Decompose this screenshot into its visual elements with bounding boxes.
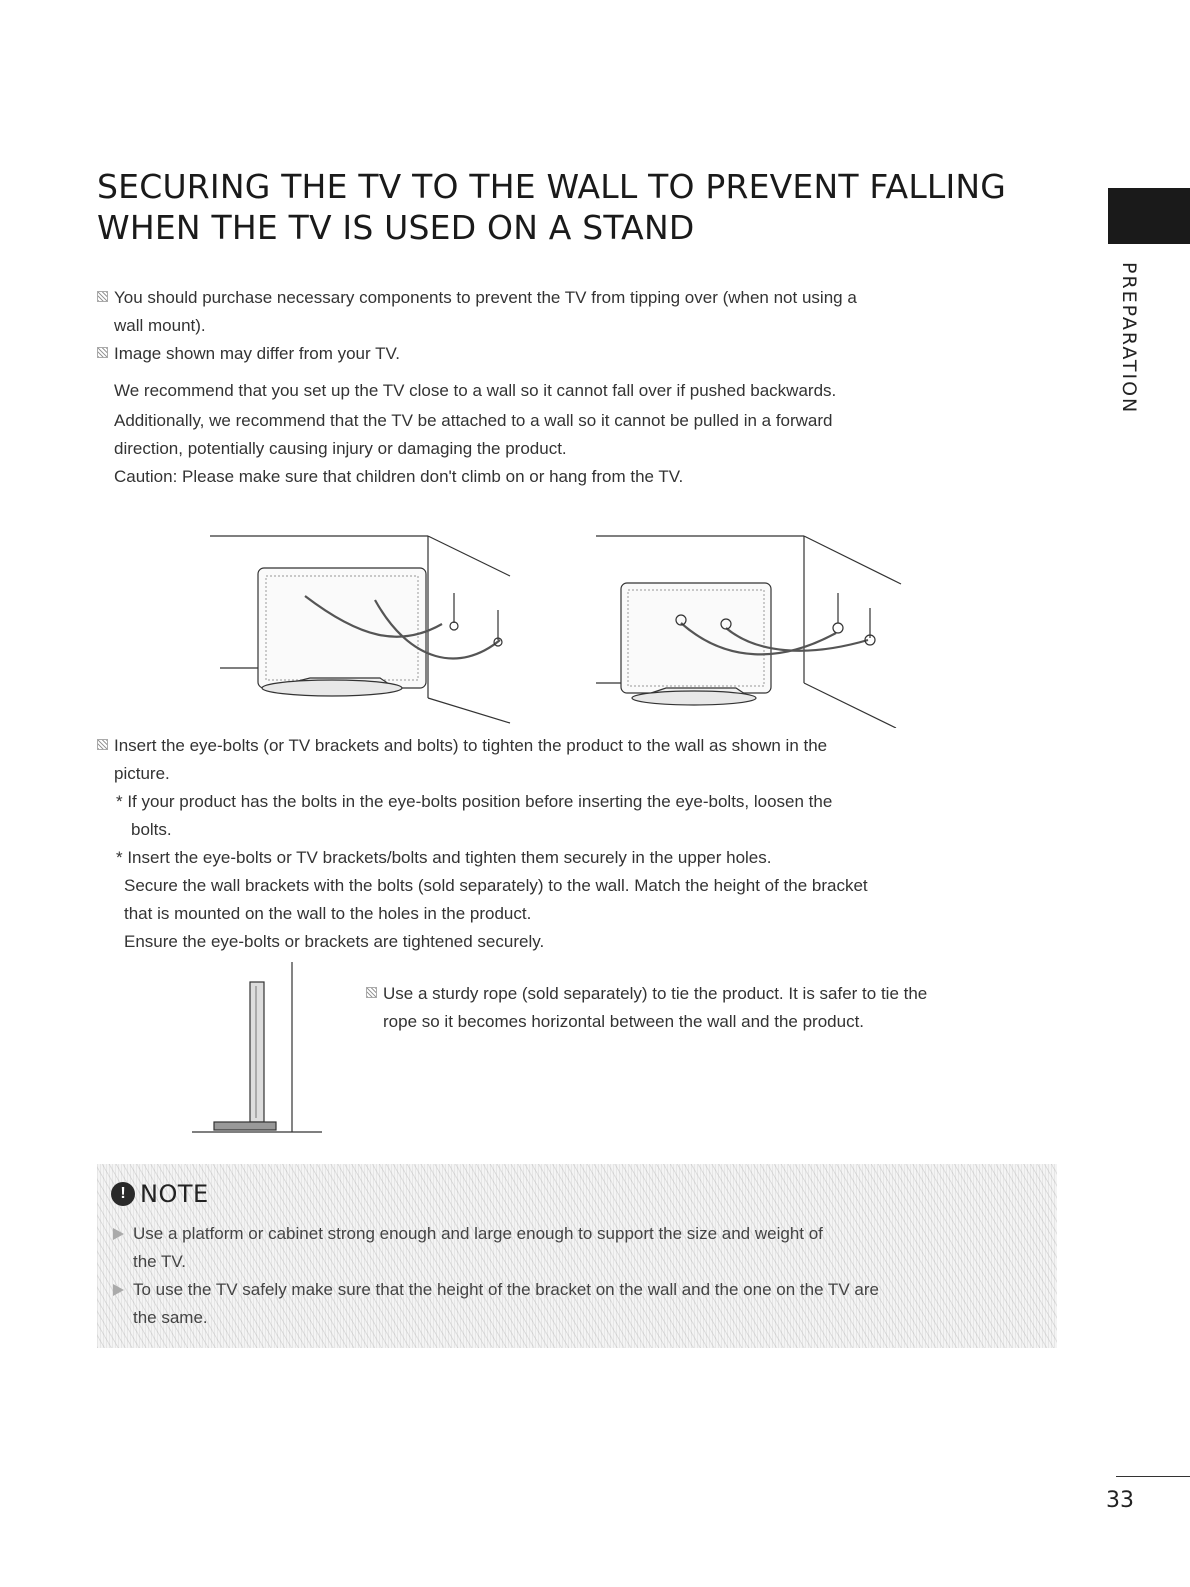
section-side-label-text: PREPARATION: [1118, 262, 1140, 415]
bullet-square-icon: [97, 291, 108, 302]
bullet-square-icon: [97, 347, 108, 358]
note-list: [111, 1220, 1041, 1332]
bullet-square-icon: [366, 987, 377, 998]
page-title-line-2: WHEN THE TV IS USED ON A STAND: [97, 208, 695, 247]
step-secure-brackets: Secure the wall brackets with the bolts (sold separately) to the wall. Match the height of the bracket that is mounted on the wall to the holes in the product. Ensure the eye-bolts or brackets are tightened securely.: [124, 876, 868, 951]
exclamation-icon: !: [111, 1182, 135, 1206]
step-sub-note-2: * Insert the eye-bolts or TV brackets/bolts and tighten them securely in the upper holes.: [116, 848, 772, 867]
tv-side-view-illustration: [192, 962, 327, 1152]
tv-bracket-illustration-right: [596, 528, 916, 728]
intro-bullet-1: You should purchase necessary components to prevent the TV from tipping over (when not using a wall mount).: [97, 284, 1067, 340]
step-sub-note-1: * If your product has the bolts in the eye-bolts position before inserting the eye-bolts, loosen the bolts.: [116, 792, 833, 839]
rope-instruction: Use a sturdy rope (sold separately) to tie the product. It is safer to tie the rope so it becomes horizontal between the wall and the product.: [366, 980, 1066, 1036]
page-number: 33: [1106, 1488, 1134, 1513]
body-paragraph: We recommend that you set up the TV close to a wall so it cannot fall over if pushed backwards. Additionally, we recommend that the TV be attached to a wall so it cannot be pulled in a forward direction, potentially causing injury or damaging the product. Caution: Please make sure that children don't climb on or hang from the TV.: [114, 381, 837, 486]
note-item: To use the TV safely make sure that the height of the bracket on the wall and the one on the TV are the same.: [111, 1276, 1041, 1332]
tv-eyebolt-illustration-left: [210, 528, 530, 728]
arrow-bullet-icon: [113, 1228, 124, 1240]
step-insert-eyebolts: Insert the eye-bolts (or TV brackets and bolts) to tighten the product to the wall as shown in the picture.: [97, 732, 1067, 788]
intro-bullet-2: Image shown may differ from your TV.: [97, 340, 1067, 368]
page-title: [97, 166, 1077, 248]
page-number-rule: [1116, 1476, 1190, 1477]
note-item: Use a platform or cabinet strong enough and large enough to support the size and weight of the TV.: [111, 1220, 1041, 1276]
section-side-label: [1108, 262, 1148, 415]
arrow-bullet-icon: [113, 1284, 124, 1296]
page-title-line-1: SECURING THE TV TO THE WALL TO PREVENT FALLING: [97, 167, 1007, 206]
note-header: [111, 1180, 209, 1208]
note-box: [97, 1164, 1057, 1348]
section-tab-marker: [1108, 188, 1190, 244]
bullet-square-icon: [97, 739, 108, 750]
note-title: NOTE: [140, 1180, 209, 1208]
